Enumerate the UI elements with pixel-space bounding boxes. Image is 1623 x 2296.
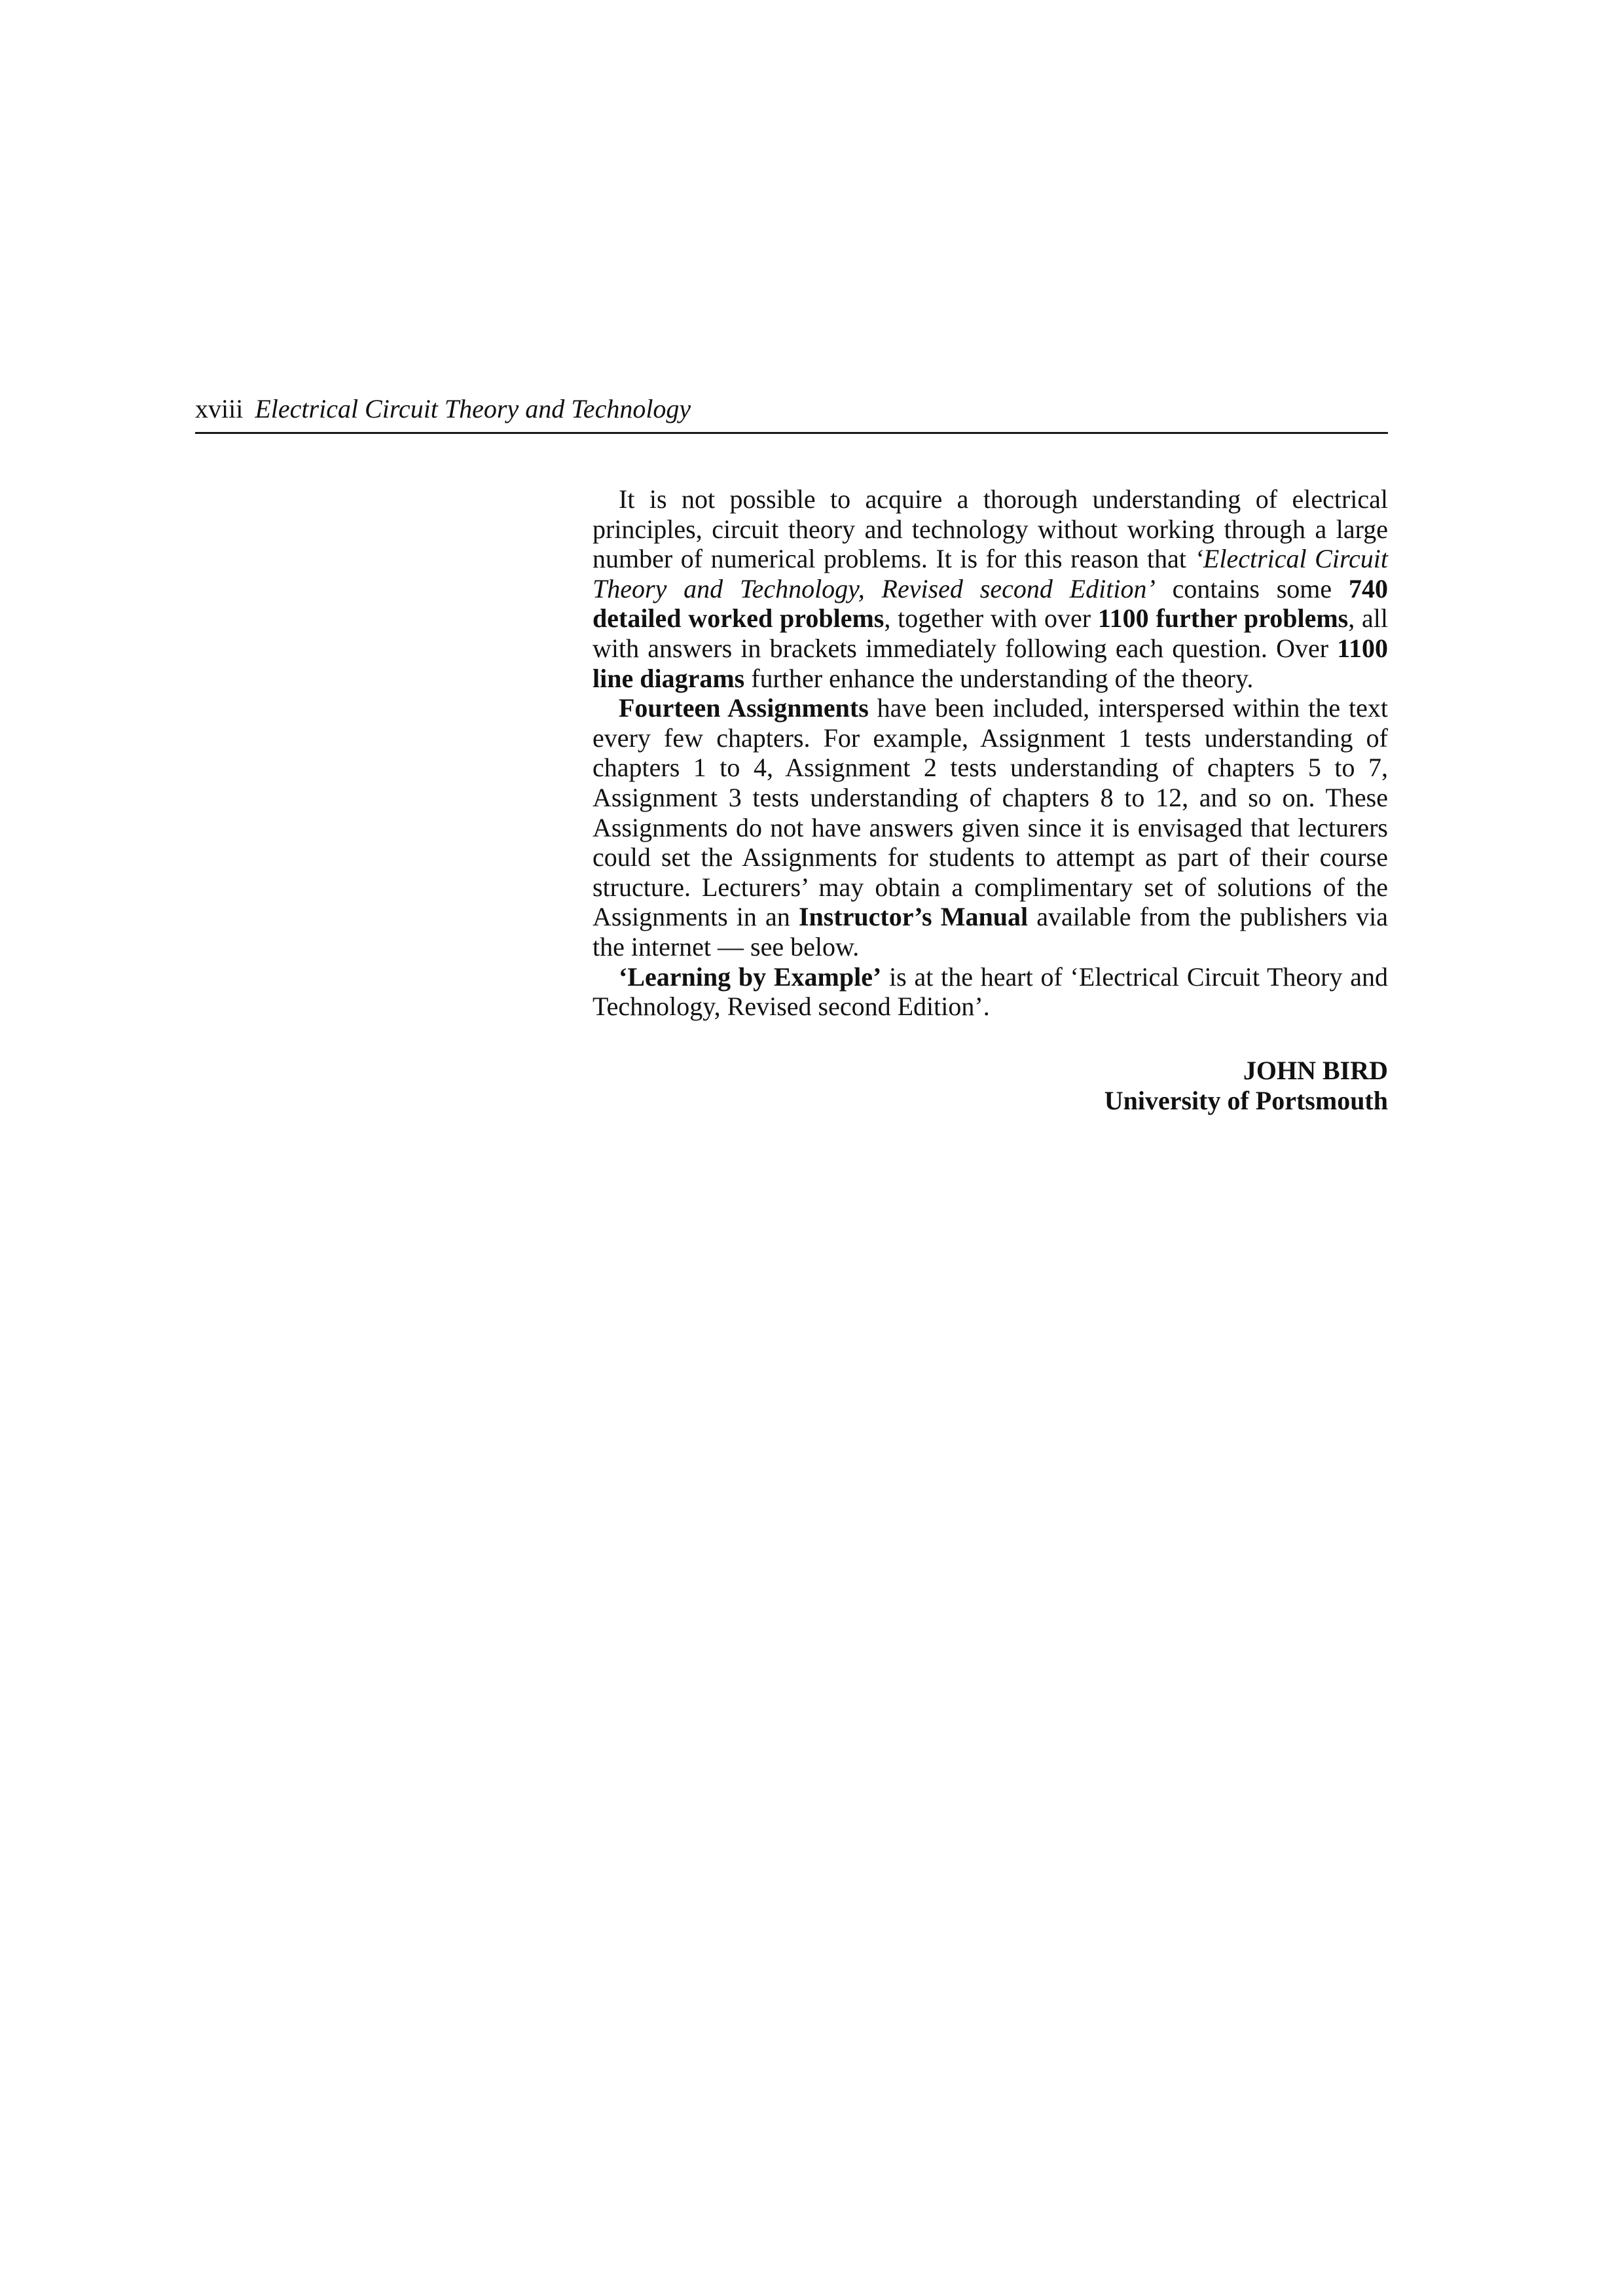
text-run: available from the publishers via the internet — see below. xyxy=(593,902,1388,961)
book-title-quote: ‘Electrical Circuit Theory and Technology, Revised second Edition’ xyxy=(593,544,1389,603)
author-affiliation: University of Portsmouth xyxy=(1104,1085,1388,1115)
text-run: contains some xyxy=(1155,573,1349,603)
paragraph-learning-by-example xyxy=(593,962,1388,1022)
book-title: Electrical Circuit Theory and Technology xyxy=(255,394,691,423)
text-run: It is not possible to acquire a thorough understanding of electrical principles, circuit theory and technology without working through a large number of numerical problems. It is for this reason that xyxy=(593,484,1388,574)
text-run: further enhance the understanding of the theory. xyxy=(744,663,1254,693)
text-run: , together with over xyxy=(884,603,1098,634)
running-head xyxy=(195,386,1388,434)
preface-text xyxy=(593,484,1388,1116)
emphasis-instructors-manual: Instructor’s Manual xyxy=(798,902,1029,932)
paragraph-assignments xyxy=(593,693,1388,961)
signature-block xyxy=(593,1056,1388,1116)
author-name: JOHN BIRD xyxy=(1243,1055,1388,1085)
emphasis-line-diagrams: 1100 line diagrams xyxy=(593,633,1388,693)
text-run: have been included, interspersed within the text every few chapters. For example, Assignment 1 tests understanding of chapters 1 to 4, Assignment 2 tests understanding of chapters 5 to 7, Assignment 3 tests understanding of chapters 8 to 12, and so on. These Assignments do not have answers given since it is envisaged that lecturers could set the Assignments for students to attempt as part of their course structure. Lecturers’ may obtain a complimentary set of solutions of the Assignments in an xyxy=(593,693,1388,932)
page-number: xviii xyxy=(195,394,244,423)
text-run: , all with answers in brackets immediately following each question. Over xyxy=(593,603,1389,663)
emphasis-fourteen-assignments: Fourteen Assignments xyxy=(619,693,869,723)
emphasis-learning-by-example: ‘Learning by Example’ xyxy=(619,961,882,992)
emphasis-further-problems: 1100 further problems xyxy=(1097,603,1349,634)
text-run: is at the heart of ‘Electrical Circuit Theory and Technology, Revised second Edition’. xyxy=(593,961,1388,1022)
emphasis-worked-problems: 740 detailed worked problems xyxy=(593,573,1388,634)
paragraph-worked-problems xyxy=(593,484,1388,693)
